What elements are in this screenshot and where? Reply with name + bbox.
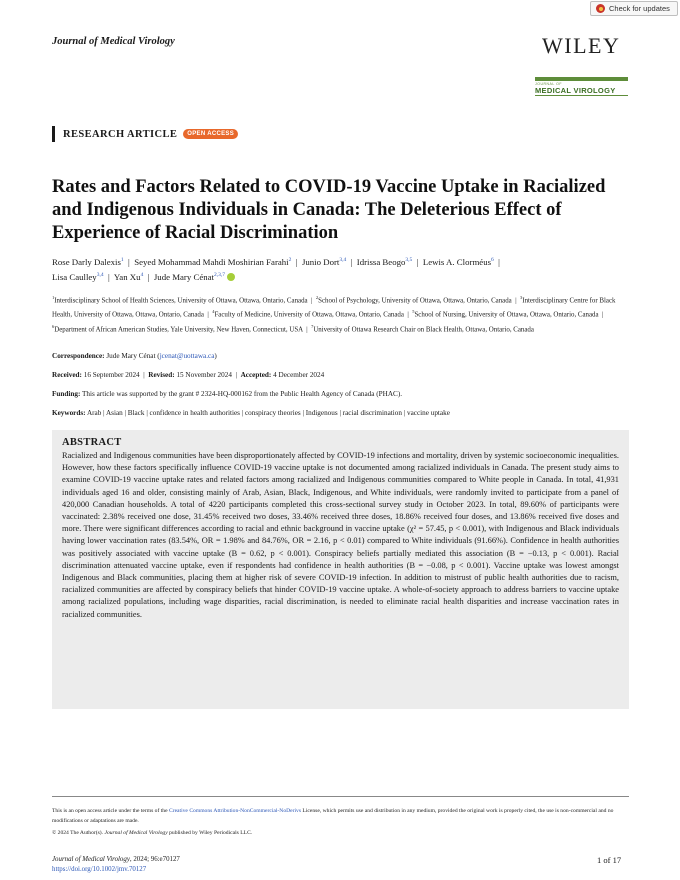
affiliation: University of Ottawa Research Chair on Black Health, Ottawa, Ontario, Canada (313, 325, 534, 333)
author-affil-ref[interactable]: 4 (140, 271, 144, 278)
affiliation: Interdisciplinary School of Health Sciences, University of Ottawa, Ottawa, Ontario, Canada (54, 297, 308, 305)
page-number: 1 of 17 (597, 855, 622, 865)
affiliation: Faculty of Medicine, University of Ottawa, Ottawa, Ontario, Canada (214, 311, 404, 319)
section-rule (52, 126, 55, 142)
author-name[interactable]: Junio Dort (301, 256, 340, 267)
affil-number: 2 (315, 295, 319, 300)
copyright-post: published by Wiley Periodicals LLC. (167, 830, 253, 836)
author-affil-ref[interactable]: 3,4 (96, 271, 104, 278)
journal-logo (535, 77, 628, 96)
license-post: License, which permits use and distribution in any medium, provided the original work is properly cited, the use is non-commercial and no modifications or adaptations are made. (52, 808, 614, 824)
affiliation: School of Nursing, University of Ottawa, Ottawa, Ontario, Canada (414, 311, 599, 319)
article-type (52, 126, 238, 142)
affiliation: Interdisciplinary Centre for Black Health, University of Ottawa, Ottawa, Ontario, Canada (52, 297, 616, 319)
author-name[interactable]: Yan Xu (113, 271, 141, 282)
journal-name: Journal of Medical Virology (52, 36, 175, 47)
affil-number: 5 (412, 309, 415, 315)
correspondence-name: Jude Mary Cénat (106, 352, 156, 360)
affil-number: 4 (212, 309, 215, 315)
author-name[interactable]: Seyed Mohammad Mahdi Moshirian Farahi (134, 256, 289, 267)
author-affil-ref[interactable]: 2,3,7 (213, 271, 225, 278)
funding-text: This article was supported by the grant # 2324-HQ-000162 from the Public Health Agency of Canada (PHAC). (82, 390, 403, 398)
abstract-text: Racialized and Indigenous communities have been disproportionately affected by COVID-19 infections and mortality, driven by systemic socioeconomic inequalities. However, how these factors specifically influence COVID-19 vaccine uptake is not documented among racialized individuals in Canada. The present study aims to examine COVID-19 vaccine uptake rates and related factors among racialized and Indigenous communities compared to White people in Canada. In total, 41,931 individuals aged 16 and older, consisting mainly of Arab, Asian, Black, Indigenous, and White individuals, were randomly invited to participate from a panel of 420,000 Canadian households. A total of 4220 participants completed this cross-sectional survey study in October 2023. In total, 89.60% of participants were vaccinated: 2.38% received one dose, 31.45% received two doses, 33.46% received three doses, 18.86% received four doses, and 13.86% received five doses and more. There were significant differences according to racial and ethnic background in vaccine uptake (χ² = 57.45, p < 0.001), with Indigenous and Black individuals having lower vaccination rates (83.54%, OR = 1.98% and 84.76%, OR = 2.16, p < 0.01) compared to White individuals (91.66%). Confidence in health authorities was positively associated with vaccine uptake (B = 0.62, p < 0.001). Conspiracy beliefs partially mediated this association (B = −0.13, p < 0.001). Racial discrimination attenuated vaccine uptake, even if respondents had confidence in health authorities (B = −0.08, p < 0.001). Vaccine uptake was lowest amongst Indigenous and Black communities, placing them at higher risk of severe COVID-19 infection. In addition to mistrust of public health authorities due to racism, racialized communities are affected by conspiracy beliefs that hinder COVID-19 vaccine uptake. A whole-of-society approach to address barriers to vaccine uptake among racialized populations, including wage disparities, racial discrimination, is needed to eliminate racial health disparities and increase vaccination rates in racialized communities. (62, 451, 619, 619)
open-access-badge: OPEN ACCESS (183, 129, 238, 139)
logo-big-text: MEDICAL VIROLOGY (535, 86, 628, 96)
affiliation: Department of African American Studies, Yale University, New Haven, Connecticut, USA (54, 325, 303, 333)
keywords-text: Arab | Asian | Black | confidence in health authorities | conspiracy theories | Indigenous | racial discrimination | vaccine uptake (86, 409, 450, 417)
abstract-heading: ABSTRACT (62, 437, 122, 448)
received-date: 16 September 2024 (83, 371, 140, 379)
citation (52, 855, 180, 875)
affiliation: School of Psychology, University of Ottawa, Ottawa, Ontario, Canada (318, 297, 512, 305)
affiliations: $^1$Interdisciplinary School of Health Sciences, University of Ottawa, Ottawa, Ontario, Canada | $^2$School of Psychology, University of Ottawa, Ottawa, Ontario, Canada | $^3$Interdisciplinary Centre for Black Health, University of Ottawa, Ottawa, Ontario, Canada | $^4$Faculty of Medicine, University of Ottawa, Ottawa, Ontario, Canada | $^5$School of Nursing, University of Ottawa, Ottawa, Ontario, Canada | $^6$Department of African American Studies, Yale University, New Haven, Connecticut, USA | $^7$University of Ottawa Research Chair on Black Health, Ottawa, Ontario, Canada (52, 295, 616, 333)
copyright (52, 830, 632, 836)
accepted-label: Accepted: (240, 371, 272, 379)
revised-date: 15 November 2024 (176, 371, 232, 379)
correspondence-email-link[interactable]: jcenat@uottawa.ca (159, 352, 215, 360)
funding-label: Funding: (52, 390, 81, 398)
affil-number: 3 (520, 295, 523, 300)
affil-number: 6 (52, 323, 55, 329)
orcid-icon[interactable] (227, 273, 235, 281)
correspondence-label: Correspondence: (52, 352, 105, 360)
keywords (52, 408, 632, 418)
author-affil-ref[interactable]: 2 (288, 257, 292, 263)
citation-volume: , 2024; 96:e70127 (129, 856, 180, 863)
article-title: Rates and Factors Related to COVID-19 Vaccine Uptake in Racialized and Indigenous Individuals in Canada: The Deleterious Effect of Experience of Racial Discrimination (52, 177, 606, 243)
author-name[interactable]: Lisa Caulley (52, 271, 97, 282)
publisher-logo: WILEY (542, 33, 621, 58)
logo-small-text: JOURNAL OF (535, 82, 563, 86)
revised-label: Revised: (148, 371, 175, 379)
article-type-label: RESEARCH ARTICLE (63, 128, 178, 140)
funding (52, 389, 632, 399)
author-list: Rose Darly Dalexis$^1$ | Seyed Mohammad Mahdi Moshirian Farahi$^2$ | Junio Dort$^{3,4}$ | Idrissa Beogo$^{3,5}$ | Lewis A. Clorméus$^6$ | Lisa Caulley$^{3,4}$ | Yan Xu$^4$ | Jude Mary Cénat$^{2,3,7}$ (52, 256, 500, 282)
license-pre: This is an open access article under the terms of the (52, 808, 169, 814)
correspondence: Correspondence: Jude Mary Cénat (jcenat@uottawa.ca) (52, 352, 217, 360)
abstract-box (52, 430, 629, 709)
keywords-label: Keywords: (52, 409, 86, 417)
citation-journal: Journal of Medical Virology (52, 856, 130, 863)
license-link[interactable]: Creative Commons Attribution-NonCommercial-NoDerivs (168, 808, 302, 814)
copyright-journal: Journal of Medical Virology (104, 830, 168, 836)
article-dates: Received: 16 September 2024 | Revised: 15 November 2024 | Accepted: 4 December 2024 (52, 371, 325, 379)
accepted-date: 4 December 2024 (273, 371, 325, 379)
doi-link[interactable]: https://doi.org/10.1002/jmv.70127 (52, 866, 147, 873)
affil-number: 1 (52, 295, 55, 300)
author-name[interactable]: Jude Mary Cénat (153, 271, 214, 282)
author-name[interactable]: Idrissa Beogo (356, 256, 406, 267)
author-affil-ref[interactable]: 3,5 (405, 257, 413, 263)
copyright-pre: © 2024 The Author(s). (52, 830, 105, 836)
author-affil-ref[interactable]: 6 (491, 257, 494, 263)
author-affil-ref[interactable]: 3,4 (339, 257, 347, 263)
license-notice (52, 806, 632, 826)
check-for-updates-button[interactable] (590, 1, 678, 16)
received-label: Received: (52, 371, 82, 379)
affil-number: 7 (311, 323, 314, 329)
crossmark-icon (596, 4, 605, 13)
logo-bar (535, 77, 628, 81)
footer-divider (52, 796, 629, 797)
author-name[interactable]: Lewis A. Clorméus (422, 256, 492, 267)
author-affil-ref[interactable]: 1 (120, 257, 124, 263)
author-name[interactable]: Rose Darly Dalexis (52, 256, 121, 267)
check-for-updates-label: Check for updates (609, 4, 670, 13)
